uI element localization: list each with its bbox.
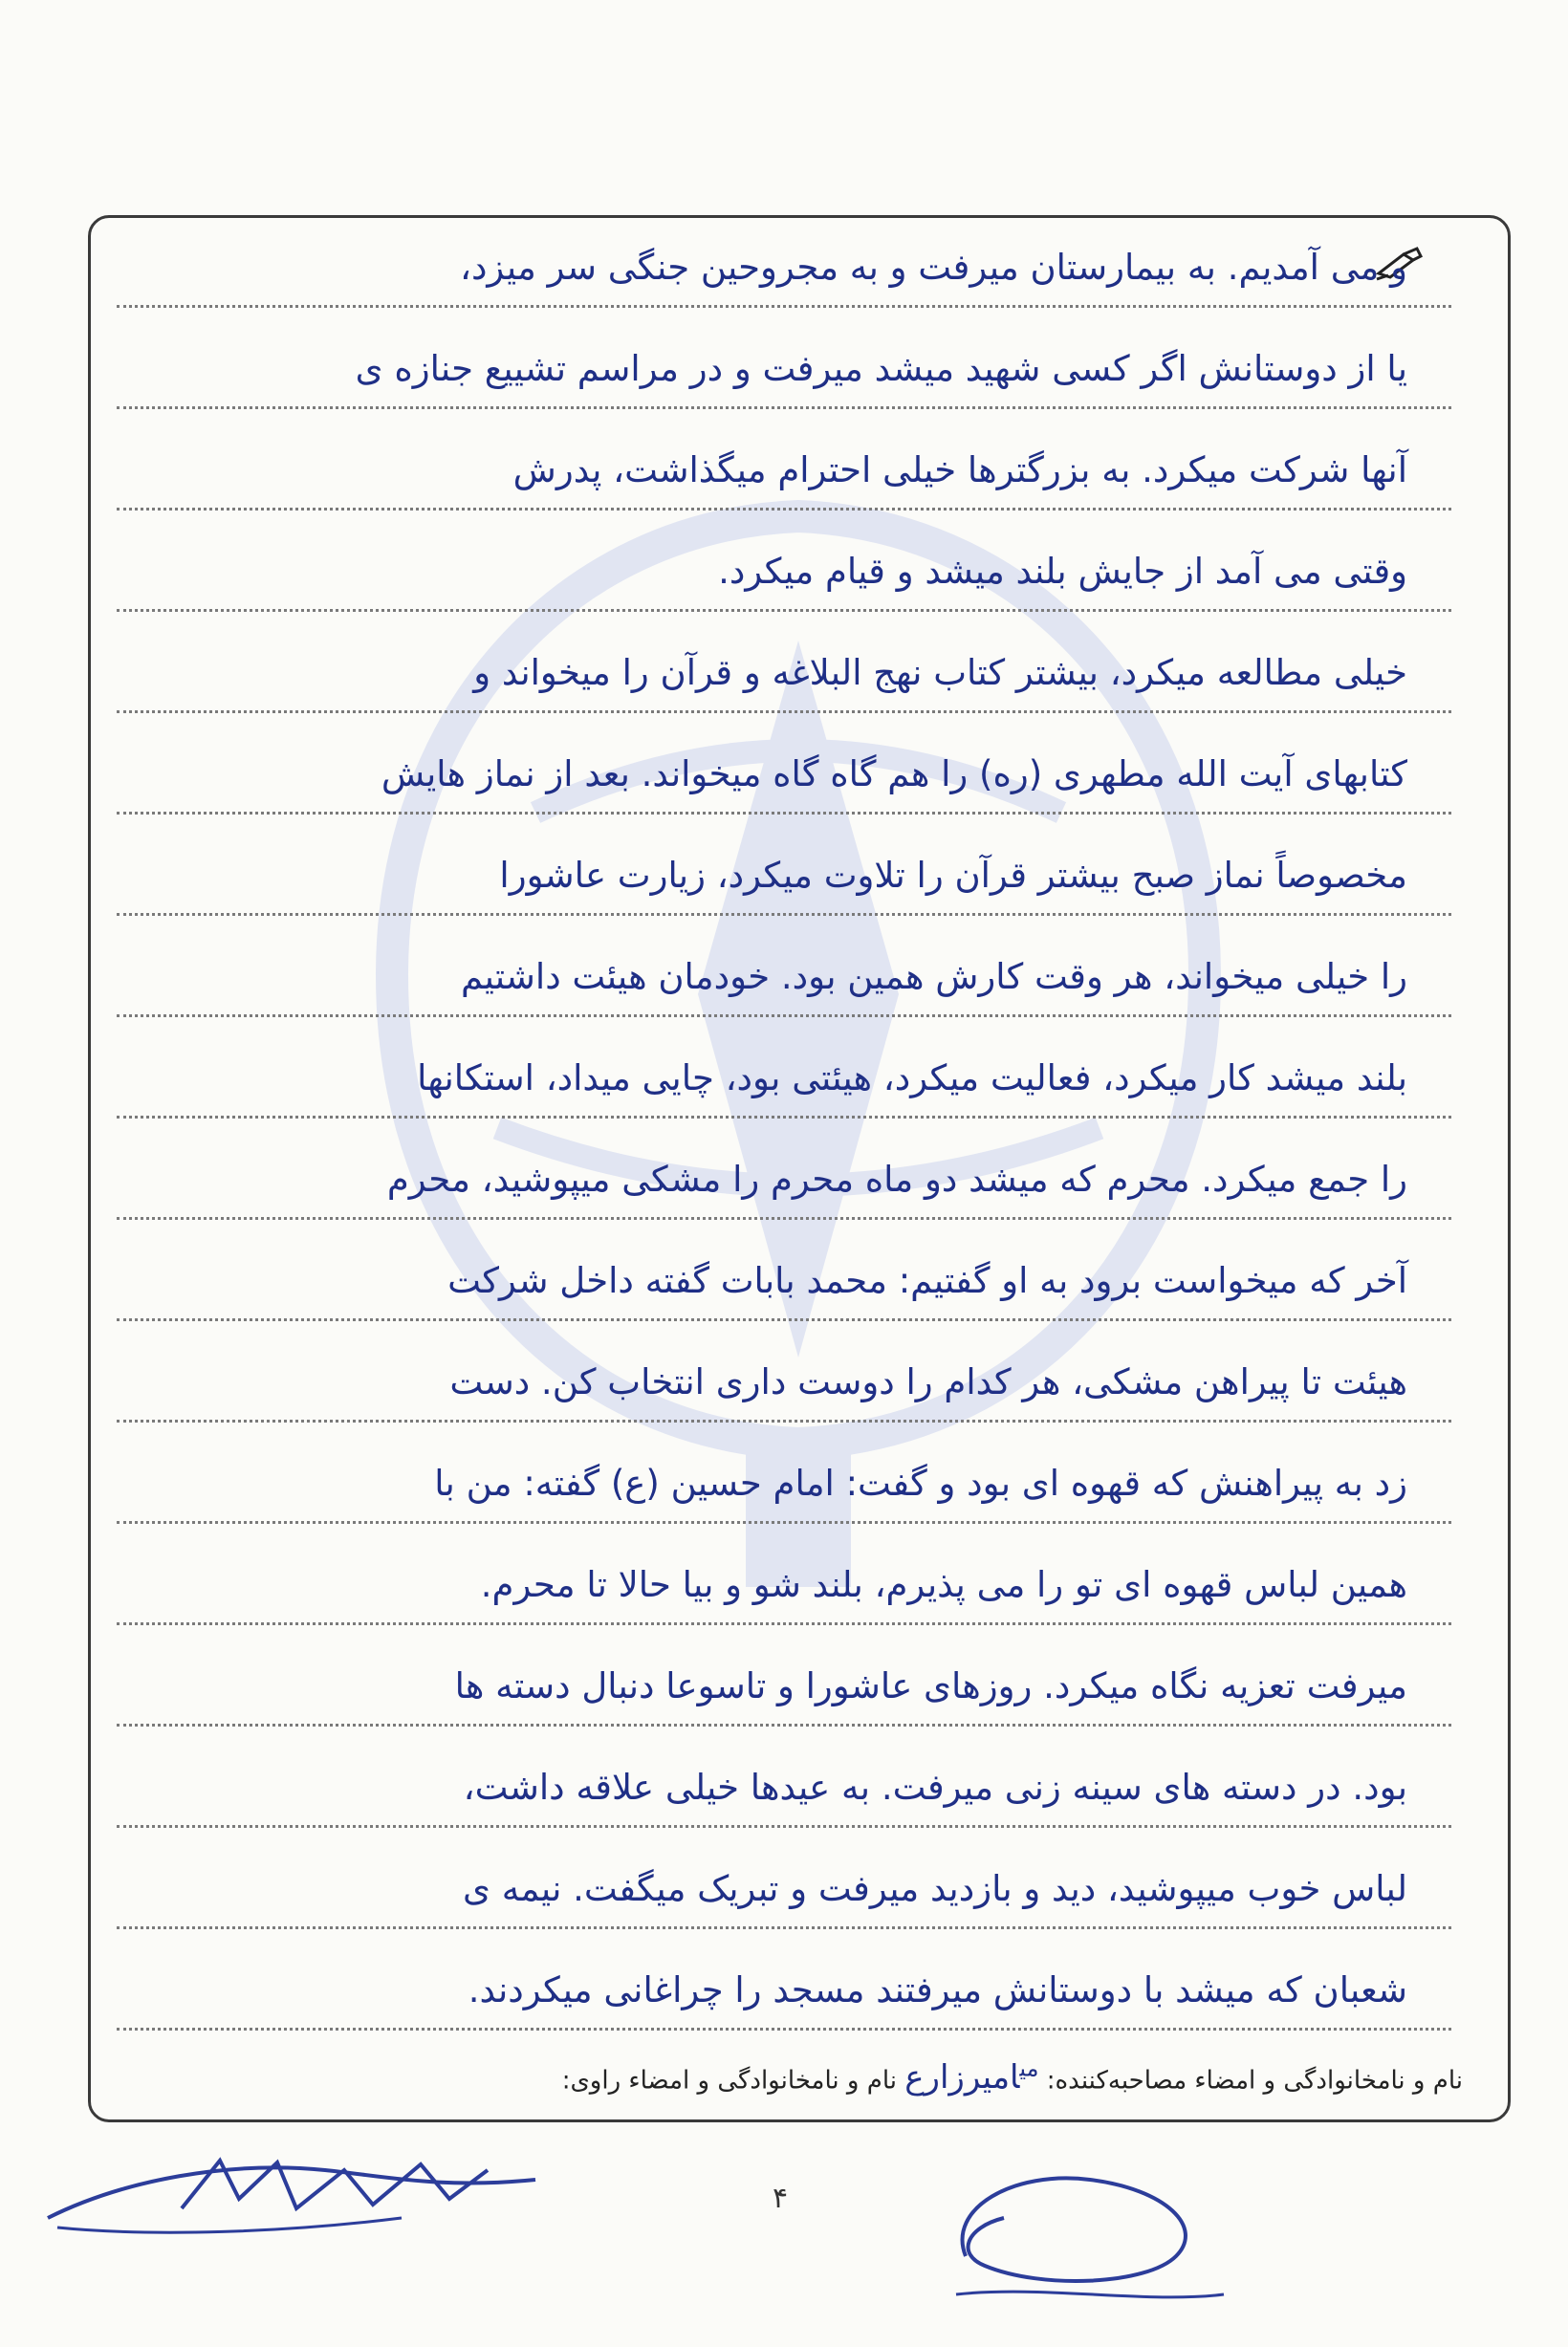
text-line: را جمع میکرد. محرم که میشد دو ماه محرم را مشکی میپوشید، محرم [105,1151,1463,1252]
text-line: آخر که میخواست برود به او گفتیم: محمد بابات گفته داخل شرکت [105,1252,1463,1354]
text-line: میرفت تعزیه نگاه میکرد. روزهای عاشورا و تاسوعا دنبال دسته ها [105,1658,1463,1759]
text-line: یا از دوستانش اگر کسی شهید میشد میرفت و در مراسم تشییع جنازه ی [105,340,1463,442]
text-line: لباس خوب میپوشید، دید و بازدید میرفت و تبریک میگفت. نیمه ی [105,1860,1463,1962]
page-number: ۴ [773,2182,789,2215]
text-line: هیئت تا پیراهن مشکی، هر کدام را دوست داری انتخاب کن. دست [105,1354,1463,1455]
text-line: شعبان که میشد با دوستانش میرفتند مسجد را چراغانی میکردند. [105,1962,1463,2063]
narrator-label: نام و نامخانوادگی و امضاء راوی: [561,2066,897,2096]
text-line: همین لباس قهوه ای تو را می پذیرم، بلند شو و بیا حالا تا محرم. [105,1556,1463,1658]
interviewer-label: نام و نامخانوادگی و امضاء مصاحبه‌کننده: [1046,2066,1463,2096]
interviewer-signature [927,2151,1243,2323]
name-correction: می [1019,2055,1039,2082]
handwritten-text [105,239,1463,2036]
text-line: خیلی مطالعه میکرد، بیشتر کتاب نهج البلاغه و قرآن را میخواند و [105,644,1463,746]
text-line: بلند میشد کار میکرد، فعالیت میکرد، هیئتی بود، چایی میداد، استکانها [105,1050,1463,1151]
interviewer-name: $^{می}$امیرزارع [904,2055,1039,2097]
text-line: کتابهای آیت الله مطهری (ره) را هم گاه گاه میخواند. بعد از نماز هایش [105,746,1463,847]
text-line: زد به پیراهنش که قهوه ای بود و گفت: امام حسین (ع) گفته: من با [105,1455,1463,1556]
text-line: وقتی می آمد از جایش بلند میشد و قیام میکرد. [105,543,1463,644]
signature-footer [134,2055,1463,2103]
text-line: و می آمدیم. به بیمارستان میرفت و به مجروحین جنگی سر میزد، [105,239,1463,340]
text-line: آنها شرکت میکرد. به بزرگترها خیلی احترام میگذاشت، پدرش [105,442,1463,543]
narrator-signature [38,2141,574,2247]
text-line: را خیلی میخواند، هر وقت کارش همین بود. خودمان هیئت داشتیم [105,948,1463,1050]
text-line: بود. در دسته های سینه زنی میرفت. به عیدها خیلی علاقه داشت، [105,1759,1463,1860]
text-line: مخصوصاً نماز صبح بیشتر قرآن را تلاوت میکرد، زیارت عاشورا [105,847,1463,948]
